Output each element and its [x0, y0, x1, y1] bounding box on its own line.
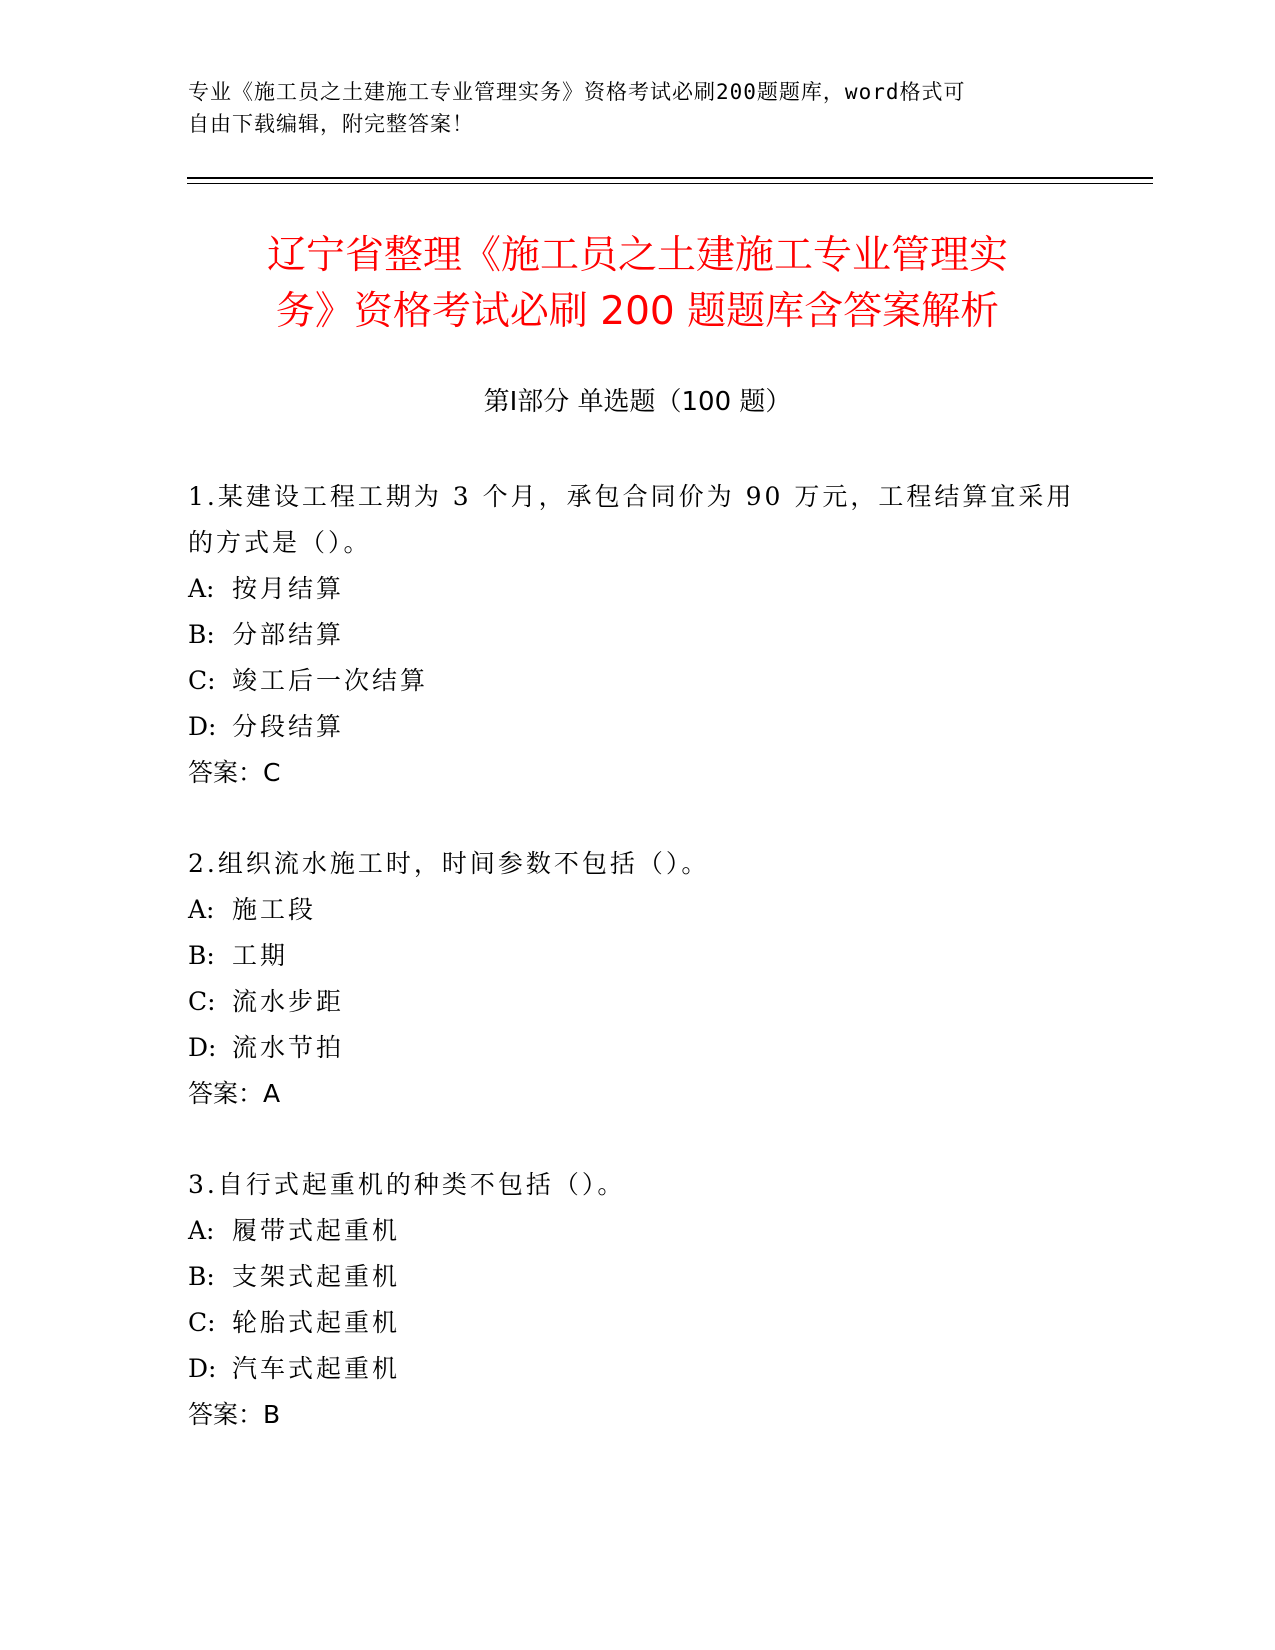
question-stem: 1.某建设工程工期为 3 个月，承包合同价为 90 万元，工程结算宜采用 [188, 482, 1075, 511]
option-text: 流水节拍 [232, 1033, 345, 1062]
option-c [188, 979, 1088, 1025]
option-key: B: [188, 620, 215, 649]
option-c [188, 1300, 1088, 1346]
option-key: C: [188, 1308, 216, 1337]
answer: 答案：A [188, 1079, 281, 1108]
option-d [188, 1346, 1088, 1392]
option-text: 按月结算 [232, 574, 345, 603]
option-b [188, 1254, 1088, 1300]
option-d [188, 1025, 1088, 1071]
document-title [160, 228, 1115, 340]
header-note-line-2: 自由下载编辑，附完整答案！ [188, 112, 474, 136]
question-stem-continued: 的方式是（）。 [188, 528, 372, 557]
option-key: A: [188, 574, 215, 603]
option-a [188, 1208, 1088, 1254]
header-note [188, 76, 1088, 140]
option-key: A: [188, 895, 215, 924]
document-title-line-2: 务》资格考试必刷 200 题题库含答案解析 [275, 289, 1000, 334]
option-text: 履带式起重机 [232, 1216, 401, 1245]
option-key: C: [188, 987, 216, 1016]
option-key: C: [188, 666, 216, 695]
option-text: 竣工后一次结算 [232, 666, 429, 695]
option-key: D: [188, 1354, 217, 1383]
answer: 答案：B [188, 1400, 281, 1429]
question-list [188, 474, 1088, 1483]
option-key: B: [188, 941, 215, 970]
document-title-line-1: 辽宁省整理《施工员之土建施工专业管理实 [266, 233, 1008, 278]
option-key: D: [188, 712, 217, 741]
option-b [188, 933, 1088, 979]
option-text: 轮胎式起重机 [232, 1308, 401, 1337]
question-1 [188, 474, 1088, 796]
section-title: 第Ⅰ部分 单选题（100 题） [483, 387, 792, 417]
header-note-line-1: 专业《施工员之土建施工专业管理实务》资格考试必刷200题题库，word格式可 [188, 80, 966, 104]
option-text: 汽车式起重机 [232, 1354, 401, 1383]
option-text: 支架式起重机 [232, 1262, 401, 1291]
option-c [188, 658, 1088, 704]
question-stem: 2.组织流水施工时，时间参数不包括（）。 [188, 849, 710, 878]
question-stem: 3.自行式起重机的种类不包括（）。 [188, 1170, 626, 1199]
header-divider-thick [187, 177, 1153, 179]
option-key: D: [188, 1033, 217, 1062]
header-divider-thin [187, 183, 1153, 184]
option-key: A: [188, 1216, 215, 1245]
option-key: B: [188, 1262, 215, 1291]
option-text: 工期 [232, 941, 289, 970]
option-text: 施工段 [232, 895, 317, 924]
option-text: 分段结算 [232, 712, 345, 741]
answer: 答案：C [188, 758, 281, 787]
option-b [188, 612, 1088, 658]
option-a [188, 566, 1088, 612]
question-2 [188, 841, 1088, 1117]
question-3 [188, 1162, 1088, 1438]
option-text: 流水步距 [232, 987, 345, 1016]
option-text: 分部结算 [232, 620, 345, 649]
option-a [188, 887, 1088, 933]
option-d [188, 704, 1088, 750]
